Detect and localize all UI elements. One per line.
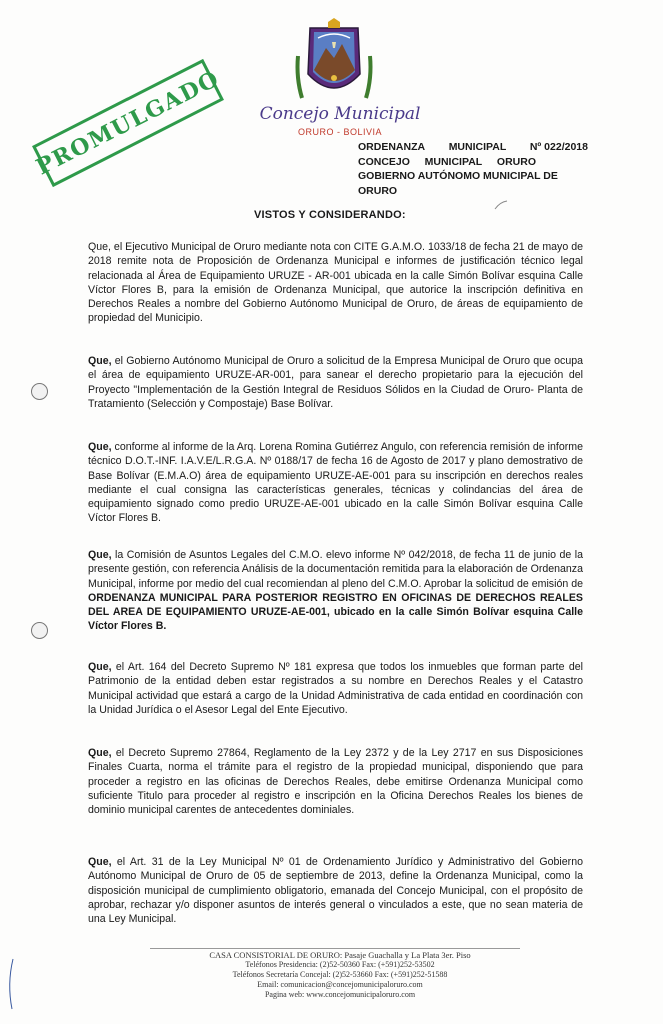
paragraph-6: [88, 746, 583, 817]
ordinance-line-2: [358, 155, 536, 170]
org-name: Concejo Municipal: [259, 104, 421, 124]
paragraph-7: [88, 855, 583, 926]
ordinance-line-1: [358, 140, 588, 155]
paragraph-lead: Que,: [88, 747, 112, 759]
paragraph-lead: Que,: [88, 355, 112, 367]
paragraph-body: conforme al informe de la Arq. Lorena Romina Gutiérrez Angulo, con referencia remisión de informe técnico D.O.T.-INF. I.A.V.E/L.R.G.A. Nº 0188/17 de fecha 16 de Agosto de 2017 y plano demostrativo de Base Bolívar (E.M.A.O) área de equipamiento URUZE-AE-001 para su inscripción en derechos reales mediante el cual consigna las características generales, técnicas y colindancias del área de equipamiento signado como predio URUZE-AE-001 ubicado en la calle Simón Bolívar esquina Calle Víctor Flores B.: [88, 441, 583, 525]
paragraph-body: el Decreto Supremo 27864, Reglamento de la Ley 2372 y de la Ley 2717 en sus Disposiciones Finales Cuarta, norma el trámite para el registro de la propiedad municipal, disponiendo que para proceder a registro en las oficinas de Derechos Reales, debe emitirse Ordenanza Municipal como suficiente Titulo para proceder al registro e inscripción en la Oficina Derechos Reales los bienes de dominio municipal carentes de antecedentes dominiales.: [88, 747, 583, 817]
ordinance-word: CONCEJO: [358, 155, 410, 168]
footer-divider: [150, 948, 520, 949]
footer-address: CASA CONSISTORIAL DE ORURO: Pasaje Guachalla y La Plata 3er. Piso: [209, 950, 471, 960]
promulgado-stamp: [32, 59, 224, 187]
ordinance-word: ORDENANZA: [358, 141, 426, 153]
footer-website: Pagina web: www.concejomunicipaloruro.com: [264, 990, 416, 999]
paragraph-lead: Que,: [88, 549, 112, 561]
paragraph-3: [88, 440, 583, 526]
paragraph-4: [88, 548, 583, 634]
pen-stroke-icon: [6, 958, 16, 1010]
paragraph-5: [88, 660, 583, 717]
paragraph-body: el Art. 164 del Decreto Supremo Nº 181 expresa que todos los inmuebles que forman parte del Patrimonio de la entidad deben estar registrados a su nombre en Derechos Reales y el Catastro Municipal actividad que estará a cargo de la Unidad Administrativa de cada entidad en coordinación con la Unidad Jurídica o el Asesor Legal del Ente Ejecutivo.: [88, 661, 583, 716]
stamp-text: PROMULGADO: [32, 65, 224, 181]
coat-of-arms-logo: [288, 18, 380, 110]
ordinance-word: MUNICIPAL: [448, 141, 507, 153]
paragraph-lead: Que,: [88, 856, 112, 868]
ordinance-line-4: ORURO: [358, 184, 398, 197]
paragraph-body: el Gobierno Autónomo Municipal de Oruro a solicitud de la Empresa Municipal de Oruro que ocupa el área de equipamiento URUZE-AR-001, para sanear el derecho propietario para la ejecución del Proyecto "Implementación de la Gestión Integral de Residuos Sólidos en la Ciudad de Oruro- Planta de Tratamiento (Selección y Compostaje) Base Bolívar.: [88, 355, 583, 410]
ordinance-word: ORURO: [496, 155, 536, 168]
footer-email: Email: comunicacion@concejomunicipaloruro.com: [257, 980, 423, 989]
ordinance-title-block: [358, 140, 588, 198]
paragraph-body: el Art. 31 de la Ley Municipal Nº 01 de Ordenamiento Jurídico y Administrativo del Gobierno Autónomo Municipal de Oruro de 05 de septiembre de 2013, define la Ordenanza Municipal, como la disposición municipal de cumplimiento obligatorio, emanada del Concejo Municipal, con el propósito de aprobar, rechazar y/o disponer asuntos de interés general o vinculados a este, que no sean materia de una Ley Municipal.: [88, 856, 583, 926]
punch-hole-icon: [31, 383, 48, 400]
paragraph-1: Que, el Ejecutivo Municipal de Oruro mediante nota con CITE G.A.M.O. 1033/18 de fecha 21 de mayo de 2018 remite nota de Proposición de Ordenanza Municipal e informes de justificación técnico legal relacionada al Área de Equipamiento URUZE - AR-001 ubicada en la calle Simón Bolívar esquina Calle Víctor Flores B, para la emisión de Ordenanza Municipal, que autorice la inscripción definitiva en Derechos Reales a nombre del Gobierno Autónomo Municipal de Oruro, de áreas de equipamiento de propiedad del Municipio.: [88, 241, 583, 325]
footer-phone-secretary: Teléfonos Secretaría Concejal: (2)52-53660 Fax: (+591)252-51588: [232, 970, 448, 979]
paragraph-lead: Que,: [88, 661, 112, 673]
pen-mark-icon: [494, 200, 508, 210]
org-city: ORURO - BOLIVIA: [297, 127, 382, 137]
footer-phone-presidency: Teléfonos Presidencia: (2)52-50360 Fax: (+591)252-53502: [245, 960, 435, 969]
punch-hole-icon: [31, 622, 48, 639]
footer-contact: [160, 950, 520, 1000]
paragraph-bold-text: ORDENANZA MUNICIPAL PARA POSTERIOR REGISTRO EN OFICINAS DE DERECHOS REALES DEL AREA DE EQUIPAMIENTO URUZE-AE-001, ubicado en la calle Simón Bolívar esquina Calle Víctor Flores B.: [88, 591, 583, 633]
ordinance-number: Nº 022/2018: [529, 141, 588, 153]
ordinance-line-3: GOBIERNO AUTÓNOMO MUNICIPAL DE: [358, 170, 558, 182]
paragraph-body: la Comisión de Asuntos Legales del C.M.O. elevo informe Nº 042/2018, de fecha 11 de junio de la presente gestión, con referencia Análisis de la documentación remitida para la elaboración de Ordenanza Municipal, informe por medio del cual recomiendan al pleno del C.M.O. Aprobar la solicitud de emisión de: [88, 549, 583, 590]
paragraph-2: [88, 354, 583, 411]
section-heading: VISTOS Y CONSIDERANDO:: [254, 209, 406, 221]
paragraph-lead: Que,: [88, 441, 112, 453]
ordinance-word: MUNICIPAL: [424, 155, 483, 168]
